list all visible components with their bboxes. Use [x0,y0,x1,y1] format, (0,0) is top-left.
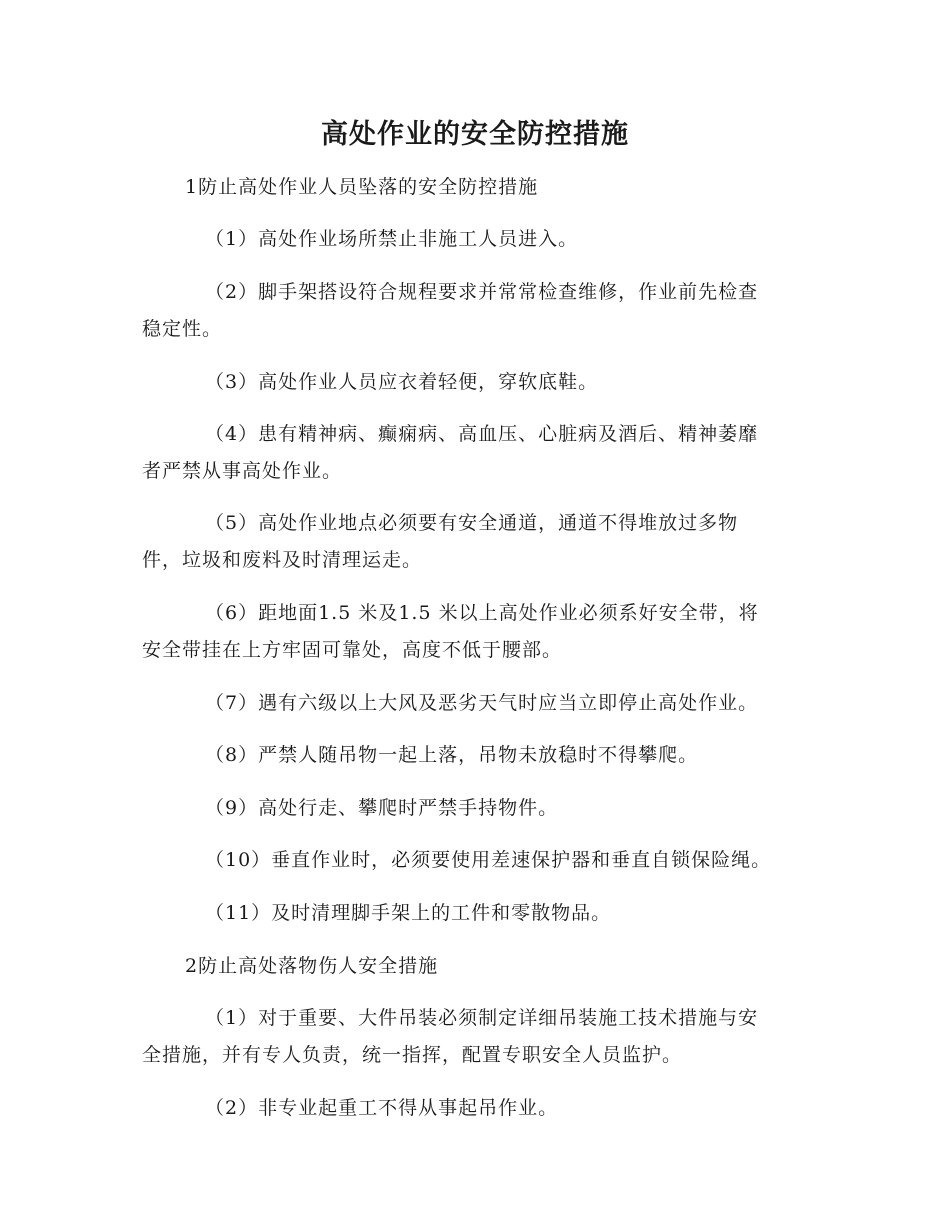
list-item-1-4-cont: 者严禁从事高处作业。 [142,460,343,482]
list-item-1-1: （1）高处作业场所禁止非施工人员进入。 [205,228,579,250]
list-item-1-8: （8）严禁人随吊物一起上落，吊物未放稳时不得攀爬。 [205,744,699,766]
list-item-1-3: （3）高处作业人员应衣着轻便，穿软底鞋。 [205,371,599,393]
list-item-1-5: （5）高处作业地点必须要有安全通道，通道不得堆放过多物 [205,512,739,534]
document-title: 高处作业的安全防控措施 [321,119,629,150]
list-item-2-1-cont: 全措施，并有专人负责，统一指挥，配置专职安全人员监护。 [142,1044,683,1066]
list-item-1-6-cont: 安全带挂在上方牢固可靠处，高度不低于腰部。 [142,639,563,661]
list-item-1-4: （4）患有精神病、癫痫病、高血压、心脏病及酒后、精神萎靡 [205,423,759,445]
list-item-1-11: （11）及时清理脚手架上的工件和零散物品。 [205,902,612,924]
list-item-2-2: （2）非专业起重工不得从事起吊作业。 [205,1097,559,1119]
section-heading-1: 1防止高处作业人员坠落的安全防控措施 [185,176,539,198]
list-item-1-6: （6）距地面1.5 米及1.5 米以上高处作业必须系好安全带，将 [205,602,759,624]
list-item-1-7: （7）遇有六级以上大风及恶劣天气时应当立即停止高处作业。 [205,692,759,714]
list-item-2-1: （1）对于重要、大件吊装必须制定详细吊装施工技术措施与安 [205,1007,759,1029]
list-item-1-2: （2）脚手架搭设符合规程要求并常常检查维修，作业前先检查 [205,281,759,303]
list-item-1-10: （10）垂直作业时，必须要使用差速保护器和垂直自锁保险绳。 [205,849,772,871]
list-item-1-5-cont: 件，垃圾和废料及时清理运走。 [142,549,423,571]
list-item-1-9: （9）高处行走、攀爬时严禁手持物件。 [205,797,559,819]
list-item-1-2-cont: 稳定性。 [142,318,223,340]
section-heading-2: 2防止高处落物伤人安全措施 [185,955,439,977]
